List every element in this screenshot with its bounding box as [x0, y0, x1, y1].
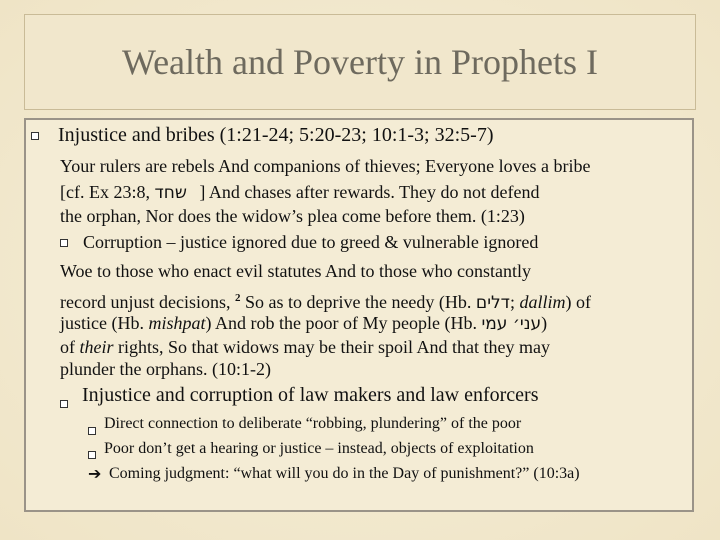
quote2-line-1: [60, 258, 531, 284]
quote-line-2: [60, 179, 539, 206]
quote2-line-5: [60, 356, 271, 382]
quote-text: ): [541, 313, 548, 333]
bullet-law-makers: Injustice and corruption of law makers and law enforcers: [82, 384, 539, 406]
quote-text: ] And chases after rewards. They do not defend: [199, 182, 540, 202]
emphasis: their: [79, 337, 114, 357]
transliteration: dallim: [519, 292, 566, 312]
quote2-line-3: [60, 310, 547, 337]
quote-text: ;: [509, 292, 515, 312]
quote-text: justice (Hb.: [60, 313, 144, 333]
title-box: [24, 14, 696, 110]
sub-bullet-corruption: Corruption – justice ignored due to greed & vulnerable ignored: [83, 232, 539, 252]
quote-text: plunder the orphans. (10:1-2): [60, 359, 271, 379]
sub-bullet-poor: Poor don’t get a hearing or justice – instead, objects of exploitation: [104, 440, 534, 457]
bullet-icon: [60, 239, 68, 247]
transliteration: mishpat: [148, 313, 206, 333]
hebrew-term: דלים: [475, 293, 510, 313]
coming-judgment: Coming judgment: “what will you do in the Day of punishment?” (10:3a): [109, 465, 580, 482]
bullet-icon: [31, 132, 39, 140]
hebrew-term: עני׳ עמי: [481, 314, 542, 334]
quote-line-3: [60, 203, 525, 229]
arrow-icon: ➔: [88, 466, 102, 483]
bullet-icon: [60, 400, 68, 408]
quote-text: the orphan, Nor does the widow’s plea come before them. (1:23): [60, 206, 525, 226]
quote-text: Your rulers are rebels And companions of thieves; Everyone loves a bribe: [60, 156, 591, 176]
hebrew-term: שחד: [154, 183, 187, 203]
quote-text: So as to deprive the needy (Hb.: [244, 292, 472, 312]
verse-number: 2: [234, 292, 241, 304]
quote-text: Woe to those who enact evil statutes And to those who constantly: [60, 261, 531, 281]
quote-text: rights, So that widows may be their spoil And that they may: [118, 337, 550, 357]
quote-text: ) And rob the poor of My people (Hb.: [205, 313, 477, 333]
bullet-injustice-bribes: Injustice and bribes (1:21-24; 5:20-23; 10:1-3; 32:5-7): [58, 124, 494, 146]
quote-text: record unjust decisions,: [60, 292, 231, 312]
slide-title: Wealth and Poverty in Prophets I: [121, 42, 598, 82]
quote-text: of: [60, 337, 75, 357]
quote-text: ) of: [565, 292, 591, 312]
quote-line-1: [60, 153, 591, 179]
quote-text: [cf. Ex 23:8,: [60, 182, 150, 202]
sub-bullet-robbing: Direct connection to deliberate “robbing, plundering” of the poor: [104, 415, 522, 432]
bullet-icon: [88, 451, 96, 459]
bullet-icon: [88, 427, 96, 435]
